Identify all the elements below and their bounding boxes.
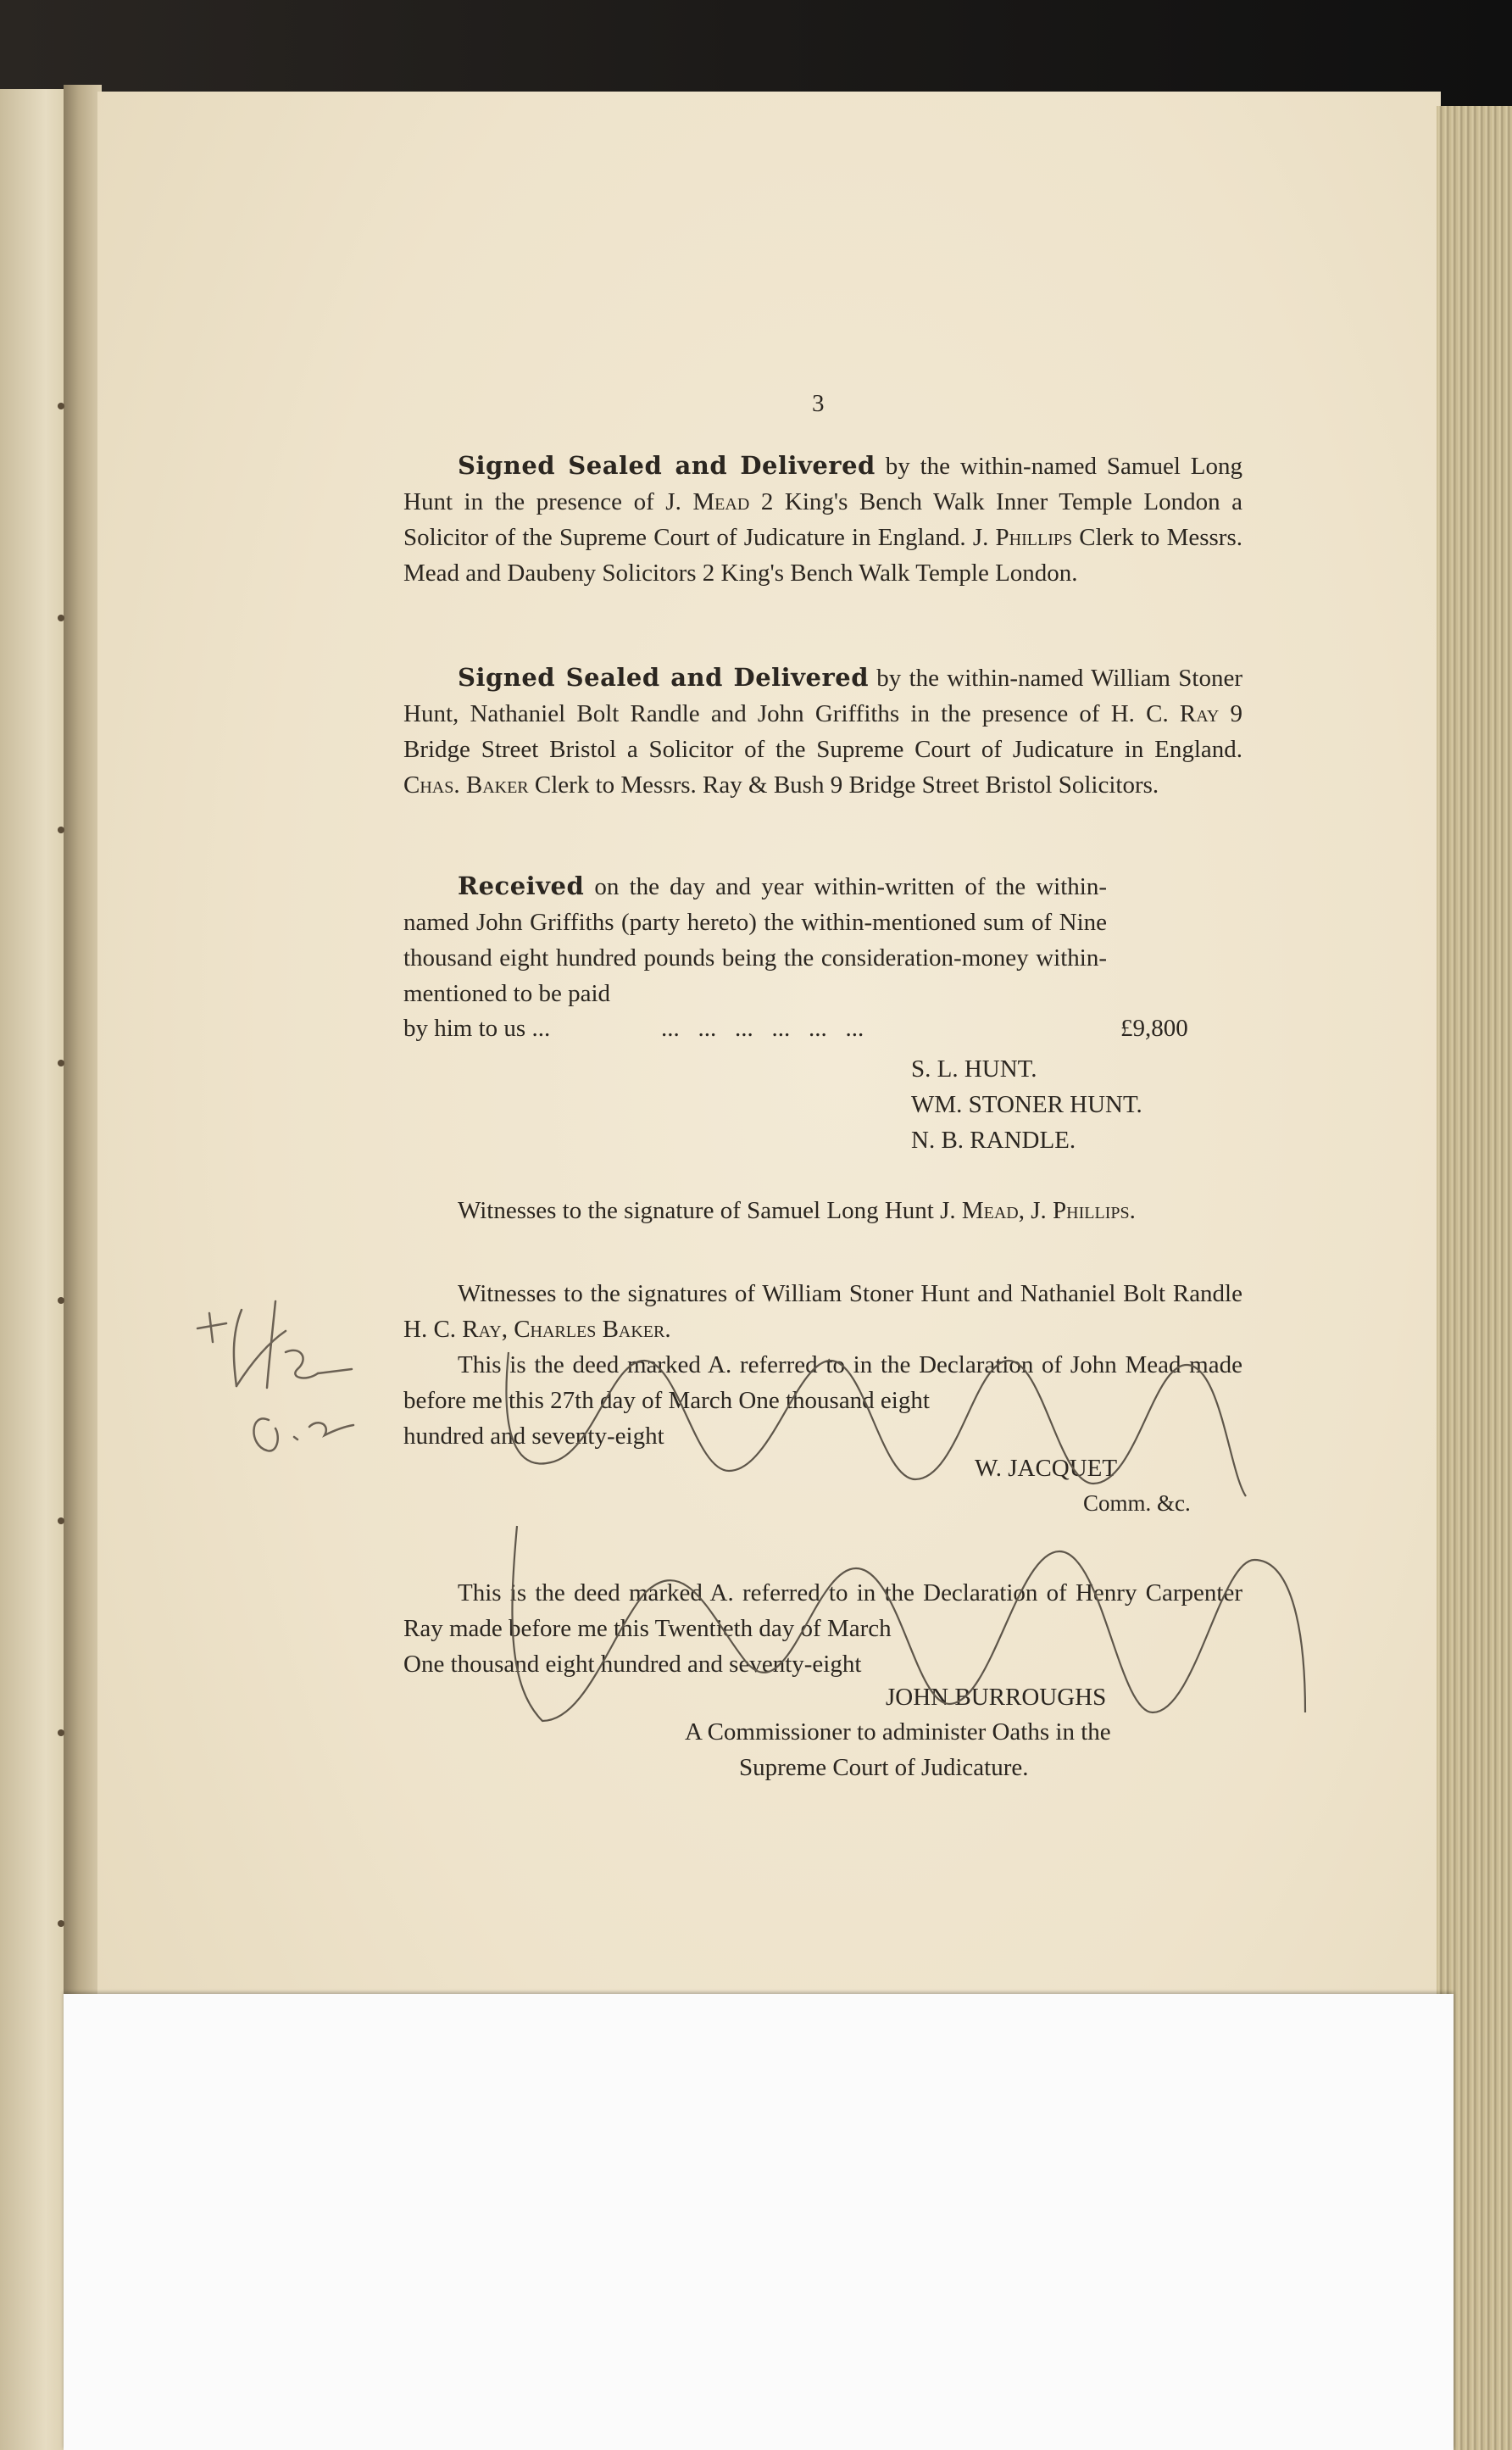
paragraph-signed-2 (403, 660, 1242, 803)
name-small-caps: Ray, (462, 1316, 508, 1343)
stitch-hole (58, 1729, 64, 1736)
name-small-caps: Phillips (995, 524, 1073, 551)
paragraph-text: Witnesses to the signature of Samuel Long Hunt J. (458, 1197, 962, 1224)
cancellation-scribble-1 (500, 1344, 1254, 1513)
stitch-hole (58, 1920, 64, 1927)
witnesses-1 (403, 1193, 1242, 1228)
stitch-hole (58, 1060, 64, 1066)
commissioner-title: A Commissioner to administer Oaths in the (685, 1718, 1111, 1746)
blackletter-heading: Received (458, 871, 585, 900)
name-small-caps: Chas. Baker (403, 771, 529, 799)
name-small-caps: Ray (1179, 700, 1220, 727)
paragraph-text: Clerk to Messrs. Ray & Bush 9 Bridge Street Bristol Solicitors. (528, 771, 1159, 799)
paragraph-text: by the within-named William Stoner Hunt, Nathaniel Bolt Randle and John Griffiths in the presence of H. C. (403, 665, 1242, 727)
received-last-line: by him to us ... (403, 1015, 551, 1042)
paragraph-text: Clerk to Messrs. Mead and Daubeny Solicitors 2 King's Bench Walk Temple London. (403, 524, 1242, 587)
stitch-hole (58, 827, 64, 833)
burroughs-signature-name: JOHN BURROUGHS (886, 1684, 1107, 1711)
witnesses-2 (403, 1276, 1242, 1347)
signatory: S. L. HUNT. (911, 1055, 1037, 1083)
leader-dots: ... ... ... ... ... ... (661, 1015, 864, 1042)
paragraph-text: 9 Bridge Street Bristol a Solicitor of the Supreme Court of Judicature in England. (403, 700, 1243, 763)
paragraph-text: Witnesses to the signatures of William Stoner Hunt and Nathaniel Bolt Randle H. C. (403, 1280, 1242, 1343)
jacquet-signature-name: W. JACQUET (975, 1455, 1118, 1482)
paragraph-received (403, 868, 1107, 1011)
declaration-1-line2: hundred and seventy-eight (403, 1423, 664, 1450)
page-number: 3 (812, 390, 825, 417)
white-backing-sheet (64, 1994, 1454, 2450)
amount: £9,800 (1120, 1015, 1188, 1042)
paragraph-text: on the day and year within-written of the within-named John Griffiths (party hereto) the within-mentioned sum of Nine thousand eight hundred pounds being the consideration-money within-mentioned to be paid (403, 873, 1107, 1007)
paragraph-text: This is the deed marked A. referred to in the Declaration of Henry Carpenter Ray made before me this Twentieth day of March (403, 1579, 1242, 1642)
jacquet-title: Comm. &c. (1083, 1490, 1191, 1516)
signatory: N. B. RANDLE. (911, 1127, 1076, 1154)
name-small-caps: Charles Baker. (514, 1316, 671, 1343)
paragraph-signed-1 (403, 448, 1242, 591)
stitch-hole (58, 403, 64, 409)
name-small-caps: Mead (692, 488, 750, 515)
blackletter-heading: Signed Sealed and Delivered (458, 451, 876, 480)
stitch-hole (58, 615, 64, 621)
stitch-hole (58, 1517, 64, 1524)
paragraph-text: by the within-named Samuel Long Hunt in the presence of J. (403, 453, 1243, 515)
pencil-initials-mark (191, 1284, 369, 1462)
cancellation-scribble-2 (492, 1517, 1322, 1738)
blackletter-heading: Signed Sealed and Delivered (458, 663, 869, 692)
commissioner-title-2: Supreme Court of Judicature. (739, 1754, 1029, 1781)
name-small-caps: J. Phillips. (1031, 1197, 1136, 1224)
paragraph-text: This is the deed marked A. referred to in the Declaration of John Mead made before me this 27th day of March One thousand eight (403, 1351, 1242, 1414)
name-small-caps: Mead, (961, 1197, 1025, 1224)
signatory: WM. STONER HUNT. (911, 1091, 1142, 1118)
declaration-2-line2: One thousand eight hundred and seventy-eight (403, 1651, 862, 1678)
stitch-hole (58, 1297, 64, 1304)
paragraph-text: 2 King's Bench Walk Inner Temple London a Solicitor of the Supreme Court of Judicature in England. J. (403, 488, 1242, 551)
